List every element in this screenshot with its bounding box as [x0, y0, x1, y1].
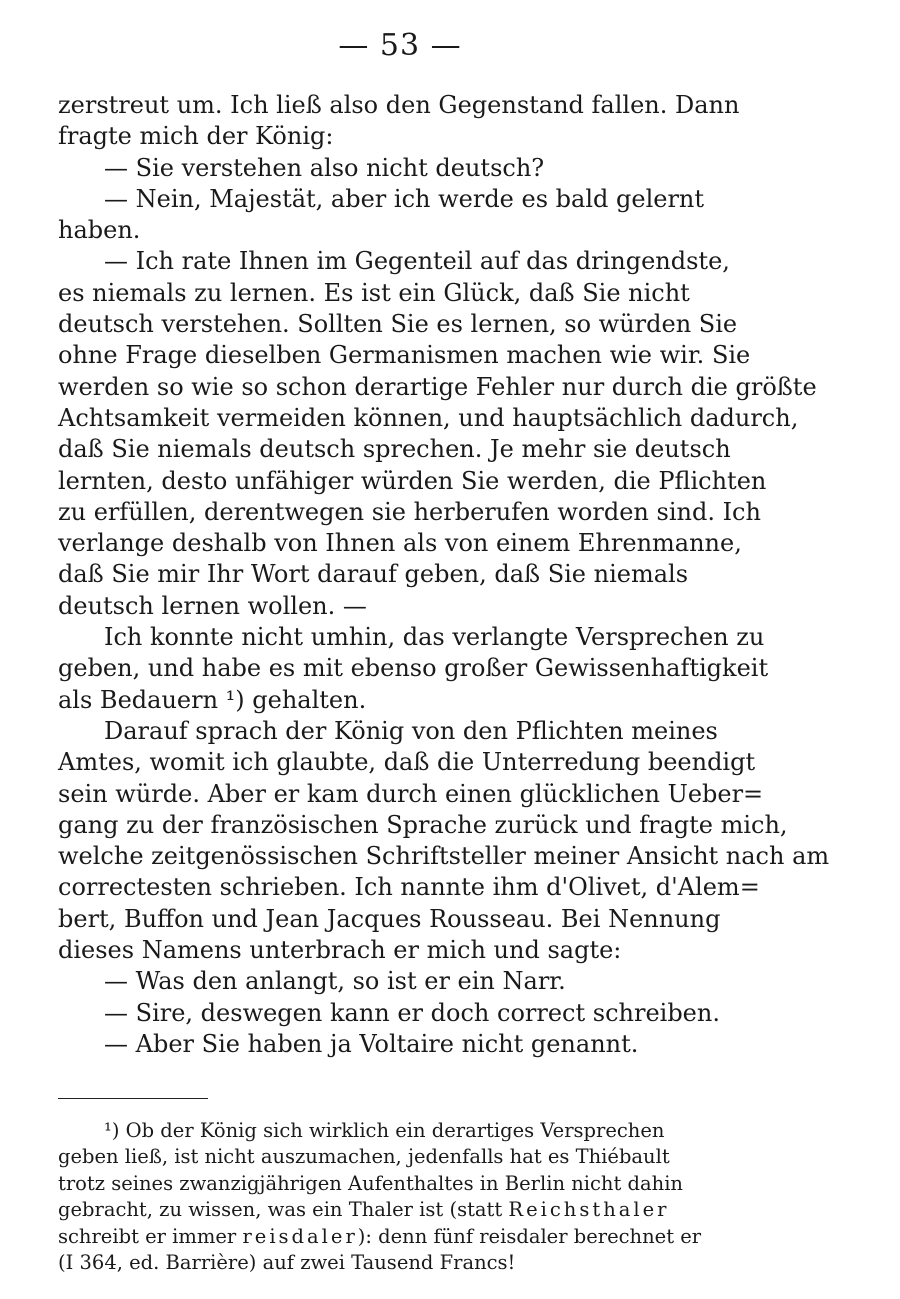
text-line: — Sie verstehen also nicht deutsch?: [104, 153, 545, 182]
text-line: — Aber Sie haben ja Voltaire nicht genannt.: [104, 1029, 639, 1058]
footnote-text: gebracht, zu wissen, was ein Thaler ist (statt: [58, 1198, 503, 1222]
text-line: Achtsamkeit vermeiden können, und hauptsächlich dadurch,: [58, 403, 799, 432]
footnote-line: [58, 1197, 748, 1223]
text-line: — Nein, Majestät, aber ich werde es bald gelernt: [104, 184, 705, 213]
main-text: [58, 90, 830, 1060]
text-line: zerstreut um. Ich ließ also den Gegenstand fallen. Dann: [58, 91, 740, 119]
footnote-divider: [58, 1098, 208, 1099]
footnote-line: geben ließ, ist nicht auszumachen, jedenfalls hat es Thiébault: [58, 1145, 670, 1169]
footnote: [58, 1118, 748, 1276]
text-line: fragte mich der König:: [58, 122, 334, 151]
footnote-line: [58, 1224, 748, 1250]
text-line: daß Sie niemals deutsch sprechen. Je mehr sie deutsch: [58, 435, 731, 464]
text-line: Darauf sprach der König von den Pflichten meines: [104, 716, 718, 745]
text-line: zu erfüllen, derentwegen sie herberufen worden sind. Ich: [58, 497, 761, 526]
text-line: verlange deshalb von Ihnen als von einem Ehrenmanne,: [58, 529, 742, 558]
text-line: geben, und habe es mit ebenso großer Gewissenhaftigkeit: [58, 654, 769, 683]
text-line: correctesten schrieben. Ich nannte ihm d'Olivet, d'Alem=: [58, 873, 760, 902]
text-line: Ich konnte nicht umhin, das verlangte Versprechen zu: [104, 623, 765, 652]
text-line: welche zeitgenössischen Schriftsteller meiner Ansicht nach am: [58, 842, 830, 871]
text-line: Amtes, womit ich glaubte, daß die Unterredung beendigt: [58, 748, 756, 777]
text-line: — Was den anlangt, so ist er ein Narr.: [104, 967, 566, 996]
text-line: sein würde. Aber er kam durch einen glücklichen Ueber=: [58, 779, 764, 808]
text-line: haben.: [58, 216, 141, 245]
footnote-text: schreibt er immer: [58, 1224, 237, 1248]
text-line: — Ich rate Ihnen im Gegenteil auf das dringendste,: [104, 247, 730, 276]
footnote-line: ¹) Ob der König sich wirklich ein derartiges Versprechen: [104, 1119, 665, 1142]
text-line: lernten, desto unfähiger würden Sie werden, die Pflichten: [58, 466, 767, 495]
text-line: — Sire, deswegen kann er doch correct schreiben.: [104, 998, 720, 1027]
text-line: dieses Namens unterbrach er mich und sagte:: [58, 936, 622, 965]
footnote-text: ): denn fünf reisdaler berechnet er: [357, 1224, 702, 1248]
text-line: als Bedauern ¹) gehalten.: [58, 685, 367, 714]
text-line: es niemals zu lernen. Es ist ein Glück, daß Sie nicht: [58, 278, 690, 307]
page-number: — 53 —: [338, 28, 462, 63]
footnote-line: (I 364, ed. Barrière) auf zwei Tausend Francs!: [58, 1251, 516, 1275]
text-line: werden so wie so schon derartige Fehler nur durch die größte: [58, 372, 817, 401]
text-line: gang zu der französischen Sprache zurück und fragte mich,: [58, 810, 788, 839]
footnote-emphasis: reisdaler: [242, 1224, 358, 1248]
text-line: bert, Buffon und Jean Jacques Rousseau. Bei Nennung: [58, 904, 721, 933]
text-line: deutsch verstehen. Sollten Sie es lernen, so würden Sie: [58, 310, 738, 339]
footnote-line: trotz seines zwanzigjährigen Aufenthaltes in Berlin nicht dahin: [58, 1171, 683, 1195]
text-line: daß Sie mir Ihr Wort darauf geben, daß Sie niemals: [58, 560, 689, 589]
text-line: deutsch lernen wollen. —: [58, 591, 367, 620]
text-line: ohne Frage dieselben Germanismen machen wie wir. Sie: [58, 341, 751, 370]
footnote-emphasis: Reichsthaler: [508, 1198, 670, 1222]
